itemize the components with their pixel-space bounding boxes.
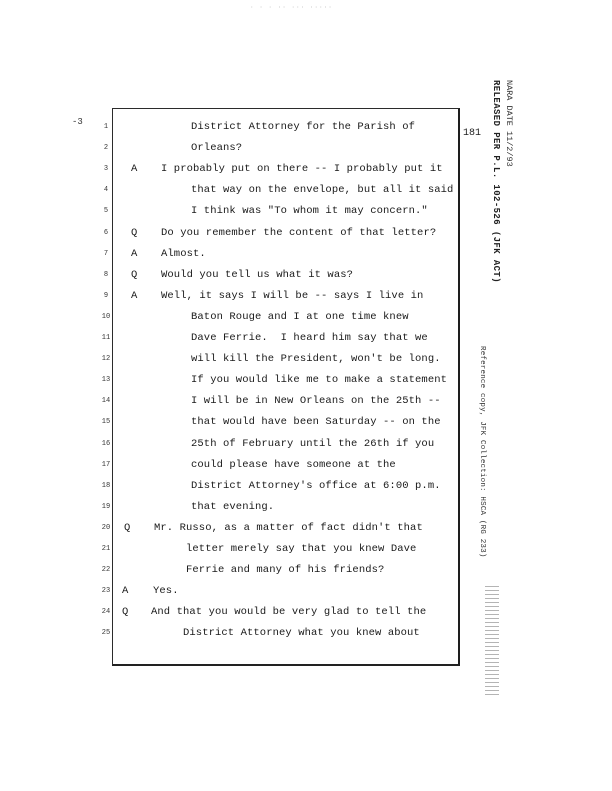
transcript-line: [0, 604, 612, 620]
transcript-text: Do you remember the content of that letter?: [161, 226, 437, 239]
line-number: 7: [103, 249, 109, 258]
transcript-text: that evening.: [191, 500, 275, 513]
transcript-text: could please have someone at the: [191, 458, 396, 471]
transcript-text: District Attorney's office at 6:00 p.m.: [191, 479, 441, 492]
line-number: 21: [101, 545, 111, 553]
transcript-text: Would you tell us what it was?: [161, 268, 354, 281]
transcript-line: [0, 246, 612, 262]
transcript-text: Orleans?: [191, 142, 243, 155]
line-number: 10: [101, 312, 111, 321]
transcript-text: District Attorney for the Parish of: [191, 121, 416, 133]
transcript-text: Ferrie and many of his friends?: [186, 564, 385, 577]
speaker-label: A: [131, 163, 138, 176]
speaker-label: A: [131, 289, 138, 302]
line-number: 3: [103, 165, 109, 174]
scan-tick-marks: [485, 586, 499, 696]
reference-copy-note: Reference copy, JFK Collection: HSCA (RG 233): [478, 346, 486, 558]
line-number: 20: [101, 523, 111, 532]
line-number: 17: [101, 460, 111, 469]
transcript-line: [0, 541, 612, 557]
nara-date-line: NARA DATE 11/2/93: [504, 80, 514, 167]
speaker-label: Q: [122, 606, 129, 619]
line-number: 12: [101, 355, 111, 364]
transcript-line: [0, 288, 612, 304]
released-stamp: RELEASED PER P.L. 102-526 (JFK ACT): [491, 80, 501, 284]
transcript-text: I think was "To whom it may concern.": [191, 205, 428, 218]
transcript-line: [0, 562, 612, 578]
speaker-label: Q: [131, 268, 138, 281]
line-number: 14: [101, 397, 111, 406]
transcript-text: that way on the envelope, but all it said: [191, 184, 454, 197]
line-number: 23: [101, 587, 111, 596]
transcript-text: will kill the President, won't be long.: [191, 353, 441, 366]
line-number: 15: [101, 418, 111, 427]
transcript-line: [0, 457, 612, 473]
line-number: 1: [103, 123, 109, 131]
line-number: 8: [103, 270, 109, 279]
transcript-line: [0, 478, 612, 494]
page-number: 181: [463, 128, 482, 139]
speaker-label: Q: [131, 226, 138, 239]
transcript-line: [0, 520, 612, 536]
transcript-text: And that you would be very glad to tell the: [151, 606, 427, 619]
line-number: 16: [101, 439, 111, 448]
line-number: 2: [103, 144, 109, 153]
faint-header-text: · · · ·· ··· ·····: [250, 4, 333, 11]
transcript-text: I will be in New Orleans on the 25th --: [191, 395, 441, 408]
line-number: 5: [103, 207, 109, 216]
transcript-line: [0, 119, 612, 135]
transcript-line: [0, 140, 612, 156]
page-marker: -3: [72, 117, 83, 127]
speaker-label: A: [122, 585, 129, 598]
transcript-line: [0, 203, 612, 219]
transcript-text: letter merely say that you knew Dave: [186, 543, 417, 555]
transcript-text: Almost.: [161, 247, 206, 260]
line-number: 24: [101, 608, 111, 617]
transcript-text: that would have been Saturday -- on the: [191, 416, 441, 429]
line-number: 19: [101, 502, 111, 511]
line-number: 18: [101, 481, 111, 490]
transcript-line: [0, 182, 612, 198]
transcript-line: [0, 625, 612, 641]
transcript-text: Dave Ferrie. I heard him say that we: [191, 332, 428, 344]
transcript-line: [0, 436, 612, 452]
transcript-text: If you would like me to make a statement: [191, 374, 448, 387]
transcript-line: [0, 225, 612, 241]
transcript-text: Well, it says I will be -- says I live in: [161, 289, 424, 302]
transcript-text: 25th of February until the 26th if you: [191, 437, 435, 450]
line-number: 22: [101, 566, 111, 575]
transcript-line: [0, 351, 612, 367]
transcript-line: [0, 309, 612, 325]
line-number: 13: [101, 376, 111, 385]
transcript-line: [0, 372, 612, 388]
transcript-line: [0, 161, 612, 177]
transcript-line: [0, 267, 612, 283]
speaker-label: Q: [124, 521, 131, 534]
line-number: 11: [101, 334, 111, 342]
transcript-line: [0, 414, 612, 430]
transcript-text: I probably put on there -- I probably put it: [161, 163, 443, 176]
transcript-line: [0, 330, 612, 346]
line-number: 4: [103, 186, 109, 195]
line-number: 25: [101, 629, 111, 638]
transcript-line: [0, 499, 612, 515]
transcript-text: District Attorney what you knew about: [183, 627, 420, 640]
transcript-text: Baton Rouge and I at one time knew: [191, 310, 409, 323]
line-number: 9: [103, 291, 109, 300]
transcript-text: Yes.: [153, 585, 179, 598]
transcript-line: [0, 583, 612, 599]
transcript-line: [0, 393, 612, 409]
line-number: 6: [103, 228, 109, 237]
transcript-text: Mr. Russo, as a matter of fact didn't that: [154, 521, 423, 534]
speaker-label: A: [131, 247, 138, 260]
